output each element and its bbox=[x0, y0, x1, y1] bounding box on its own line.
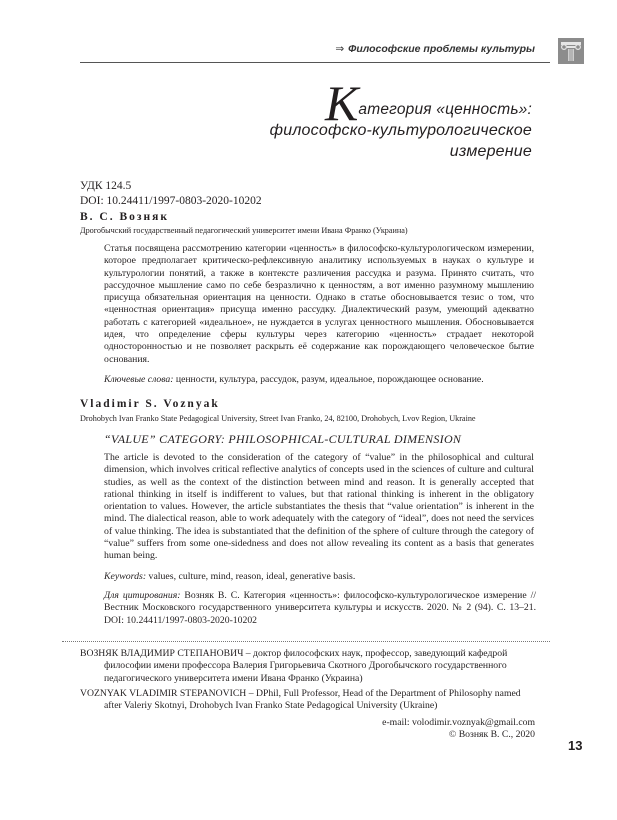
citation-label: Для цитирования: bbox=[104, 590, 181, 601]
abstract-en: The article is devoted to the consideration of the category of “value” in the philosophical and cultural dimension, which involves critical reflective analytics of concepts used in the sciences of culture and cultural studies, as well as the context of the distinction between mind and reason. It is generally accepted that rational thinking in itself is indifferent to values, but that rational thinking is inherent in the obligatory orientation to values. However, the article substantiates the thesis that “value orientation” is inherent in the mind. The dialectical reason, able to work adequately with the category of “ideal”, does not need the services of value thinking. The idea is substantiated that the definition of the sphere of culture through the category of “value” suffers from some one-sidedness and does not allow revealing its content as a basis that generates human being. bbox=[104, 452, 534, 562]
copyright: © Возняк В. С., 2020 bbox=[448, 729, 535, 741]
article-title-en: “VALUE” CATEGORY: PHILOSOPHICAL-CULTURAL DIMENSION bbox=[104, 432, 462, 446]
title-line-2: философско-культурологическое bbox=[269, 122, 532, 139]
doi: DOI: 10.24411/1997-0803-2020-10202 bbox=[80, 194, 262, 207]
udk-code: УДК 124.5 bbox=[80, 180, 132, 192]
keywords-label-ru: Ключевые слова: bbox=[104, 374, 174, 385]
author-affiliation-en: Drohobych Ivan Franko State Pedagogical University, Street Ivan Franko, 24, 82100, Drohobych, Lvov Region, Ukraine bbox=[80, 414, 476, 423]
title-initial: К bbox=[325, 75, 359, 131]
title-line-3: измерение bbox=[449, 143, 532, 160]
arrow-icon: ⇒ bbox=[335, 43, 345, 55]
author-name-en: Vladimir S. Voznyak bbox=[80, 398, 220, 410]
keywords-label-en: Keywords: bbox=[104, 571, 147, 582]
keywords-text-ru: ценности, культура, рассудок, разум, идеальное, порождающее основание. bbox=[173, 374, 484, 385]
keywords-text-en: values, culture, mind, reason, ideal, generative basis. bbox=[146, 571, 356, 582]
author-contacts bbox=[382, 717, 535, 742]
citation bbox=[104, 590, 536, 627]
keywords-en bbox=[104, 571, 534, 582]
author-email: e-mail: volodimir.voznyak@gmail.com bbox=[382, 717, 535, 728]
dotted-divider bbox=[62, 641, 550, 642]
page-number: 13 bbox=[568, 738, 583, 753]
column-capital-logo-icon bbox=[558, 38, 584, 64]
author-name-ru: В. С. Возняк bbox=[80, 211, 169, 223]
keywords-ru bbox=[104, 374, 534, 385]
author-bio-ru: ВОЗНЯК ВЛАДИМИР СТЕПАНОВИЧ – доктор философских наук, профессор, заведующий кафедрой философии имени профессора Валерия Григорьевича Скотного Дрогобычского государственного педагогического университета имени Ивана Франко (Украина) bbox=[80, 648, 508, 684]
title-line-1: атегория «ценность»: bbox=[358, 101, 532, 118]
author-affiliation-ru: Дрогобычский государственный педагогический университет имени Ивана Франко (Украина) bbox=[80, 226, 408, 235]
article-meta bbox=[80, 179, 262, 208]
header-rule bbox=[80, 62, 550, 63]
article-title-ru bbox=[240, 75, 532, 162]
abstract-ru: Статья посвящена рассмотрению категории «ценность» в философско-культурологическом измерении, которое предполагает критическо-рефлексивную аналитику используемых в науках о культуре и культурологии понятий, а также в контексте различения рассудка и разума. Принято считать, что рассудочное мышление само по себе безразлично к ценностям, а вот именно разумному мышлению присуща обязательная ориентация на ценности. Однако в статье обосновывается тезис о том, что «ценностная ориентация» присуща именно рассудку. Диалектический разум, умеющий адекватно работать с категорией «идеальное», не нуждается в услугах ценностного мышления. Обосновывается идея, что определение сферы культуры через категорию «ценность» страдает некоторой односторонностью и не позволяет раскрыть её содержание как порождающего человеческое бытие основания. bbox=[104, 243, 534, 365]
author-bio-en: VOZNYAK VLADIMIR STEPANOVICH – DPhil, Full Professor, Head of the Department of Philosophy named after Valeriy Skotnyi, Drohobych Ivan Franko State Pedagogical University (Ukraine) bbox=[80, 688, 521, 712]
section-title: Философские проблемы культуры bbox=[348, 43, 535, 55]
citation-text: Возняк В. С. Категория «ценность»: философско-культурологическое измерение // Вестник Московского государственного университета культуры и искусств. 2020. № 2 (94). С. 13–21. DOI: 10.24411/1997-0803-2020-10202 bbox=[104, 590, 537, 626]
